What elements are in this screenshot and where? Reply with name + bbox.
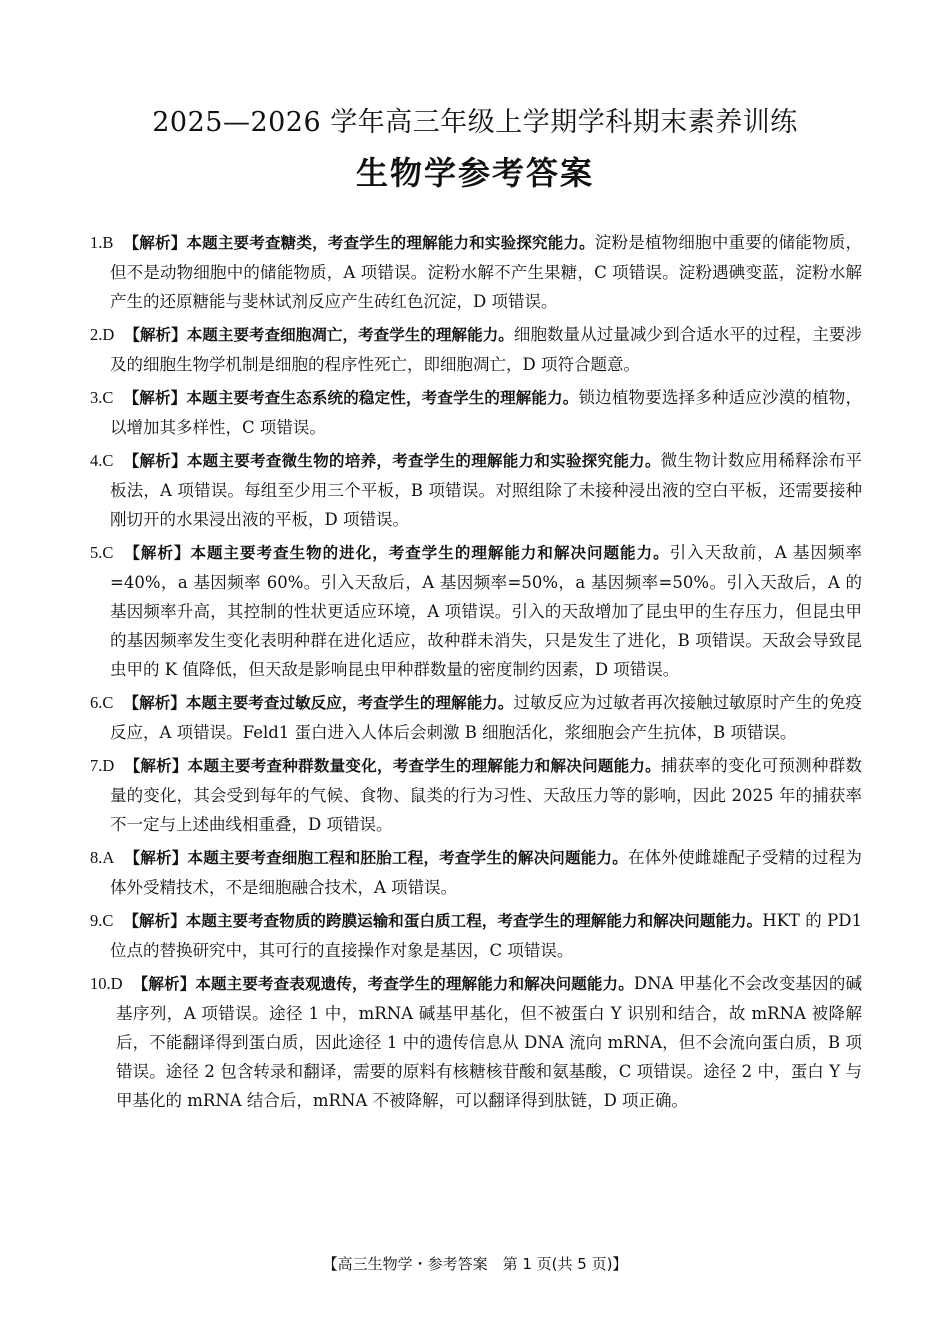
analysis-lead: 【解析】本题主要考查微生物的培养，考查学生的理解能力和实验探究能力。	[123, 452, 661, 470]
analysis-lead: 【解析】本题主要考查细胞凋亡，考查学生的理解能力。	[124, 326, 514, 344]
analysis-lead: 【解析】本题主要考查种群数量变化，考查学生的理解能力和解决问题能力。	[124, 757, 661, 775]
answer-item-2	[90, 320, 862, 379]
question-number: 4.	[90, 451, 103, 470]
answer-letter: A	[102, 848, 115, 867]
question-number: 2.	[90, 325, 103, 344]
analysis-text: 捕获率的变化可预测种群数量的变化，其会受到每年的气候、食物、鼠类的行为习性、天敌压力等的影响，因此 2025 年的捕获率不一定与上述曲线相重叠，D 项错误。	[110, 756, 862, 834]
analysis-lead: 【解析】本题主要考查细胞工程和胚胎工程，考查学生的解决问题能力。	[124, 849, 628, 867]
answer-item-10	[90, 969, 862, 1115]
answer-key-title: 生物学参考答案	[355, 154, 594, 192]
answer-letter: C	[102, 911, 114, 930]
answer-item-7	[90, 751, 862, 839]
question-number: 8.	[90, 848, 103, 867]
question-number: 1.	[90, 233, 103, 252]
analysis-text: 锁边植物要选择多种适应沙漠的植物，以增加其多样性，C 项错误。	[110, 388, 862, 437]
answer-item-1	[90, 228, 862, 316]
analysis-lead: 【解析】本题主要考查糖类，考查学生的理解能力和实验探究能力。	[123, 234, 595, 252]
answer-item-5	[90, 538, 862, 684]
page-footer: 【高三生物学・参考答案 第 1 页(共 5 页)】	[322, 1255, 628, 1273]
answer-list	[90, 228, 862, 1119]
analysis-lead: 【解析】本题主要考查生态系统的稳定性，考查学生的理解能力。	[123, 389, 579, 407]
answer-letter: C	[102, 451, 114, 470]
answer-item-8	[90, 843, 862, 902]
answer-item-6	[90, 688, 862, 747]
answer-letter: D	[102, 756, 115, 775]
analysis-lead: 【解析】本题主要考查物质的跨膜运输和蛋白质工程，考查学生的理解能力和解决问题能力。	[123, 912, 763, 930]
question-number: 10.	[90, 974, 111, 993]
question-number: 9.	[90, 911, 103, 930]
answer-letter: D	[102, 325, 115, 344]
analysis-text: 引入天敌前，A 基因频率=40%，a 基因频率 60%。引入天敌后，A 基因频率=50%，a 基因频率=50%。引入天敌后，A 的基因频率升高，其控制的性状更适应环境，A 项错误。引入的天敌增加了昆虫甲的生存压力，但昆虫甲的基因频率发生变化表明种群在进化适应，故种群未消失，只是发生了进化，B 项错误。天敌会导致昆虫甲的 K 值降低，但天敌是影响昆虫甲种群数量的密度制约因素，D 项错误。	[110, 543, 862, 679]
answer-letter: D	[110, 974, 123, 993]
analysis-lead: 【解析】本题主要考查生物的进化，考查学生的理解能力和解决问题能力。	[123, 544, 670, 562]
analysis-text: 淀粉是植物细胞中重要的储能物质，但不是动物细胞中的储能物质，A 项错误。淀粉水解不产生果糖，C 项错误。淀粉遇碘变蓝，淀粉水解产生的还原糖能与斐林试剂反应产生砖红色沉淀，D 项错误。	[110, 233, 862, 311]
answer-letter: B	[102, 233, 114, 252]
analysis-text: 微生物计数应用稀释涂布平板法，A 项错误。每组至少用三个平板，B 项错误。对照组除了未接种浸出液的空白平板，还需要接种刚切开的水果浸出液的平板，D 项错误。	[110, 451, 863, 529]
answer-letter: C	[102, 543, 114, 562]
question-number: 5.	[90, 543, 103, 562]
analysis-text: 过敏反应为过敏者再次接触过敏原时产生的免疫反应，A 项错误。Feld1 蛋白进入人体后会刺激 B 细胞活化，浆细胞会产生抗体，B 项错误。	[110, 693, 862, 742]
analysis-text: HKT 的 PD1 位点的替换研究中，其可行的直接操作对象是基因，C 项错误。	[110, 911, 862, 960]
analysis-text: 细胞数量从过量减少到合适水平的过程，主要涉及的细胞生物学机制是细胞的程序性死亡，即细胞凋亡，D 项符合题意。	[110, 325, 862, 374]
analysis-text: DNA 甲基化不会改变基因的碱基序列，A 项错误。途径 1 中，mRNA 碱基甲基化，但不被蛋白 Y 识别和结合，故 mRNA 被降解后，不能翻译得到蛋白质，因此途径 1 中的遗传信息从 DNA 流向 mRNA，但不会流向蛋白质，B 项错误。途径 2 包含转录和翻译，需要的原料有核糖核苷酸和氨基酸，C 项错误。途径 2 中，蛋白 Y 与甲基化的 mRNA 结合后，mRNA 不被降解，可以翻译得到肽链，D 项正确。	[116, 974, 862, 1110]
question-number: 6.	[90, 693, 103, 712]
exam-title: 2025—2026 学年高三年级上学期学科期末素养训练	[152, 107, 798, 138]
answer-item-3	[90, 383, 862, 442]
answer-letter: C	[102, 693, 114, 712]
analysis-lead: 【解析】本题主要考查表观遗传，考查学生的理解能力和解决问题能力。	[132, 975, 634, 993]
question-number: 3.	[90, 388, 103, 407]
answer-letter: C	[102, 388, 114, 407]
question-number: 7.	[90, 756, 103, 775]
analysis-text: 在体外使雌雄配子受精的过程为体外受精技术，不是细胞融合技术，A 项错误。	[110, 848, 862, 897]
answer-item-4	[90, 446, 862, 534]
answer-item-9	[90, 906, 862, 965]
analysis-lead: 【解析】本题主要考查过敏反应，考查学生的理解能力。	[123, 694, 514, 712]
